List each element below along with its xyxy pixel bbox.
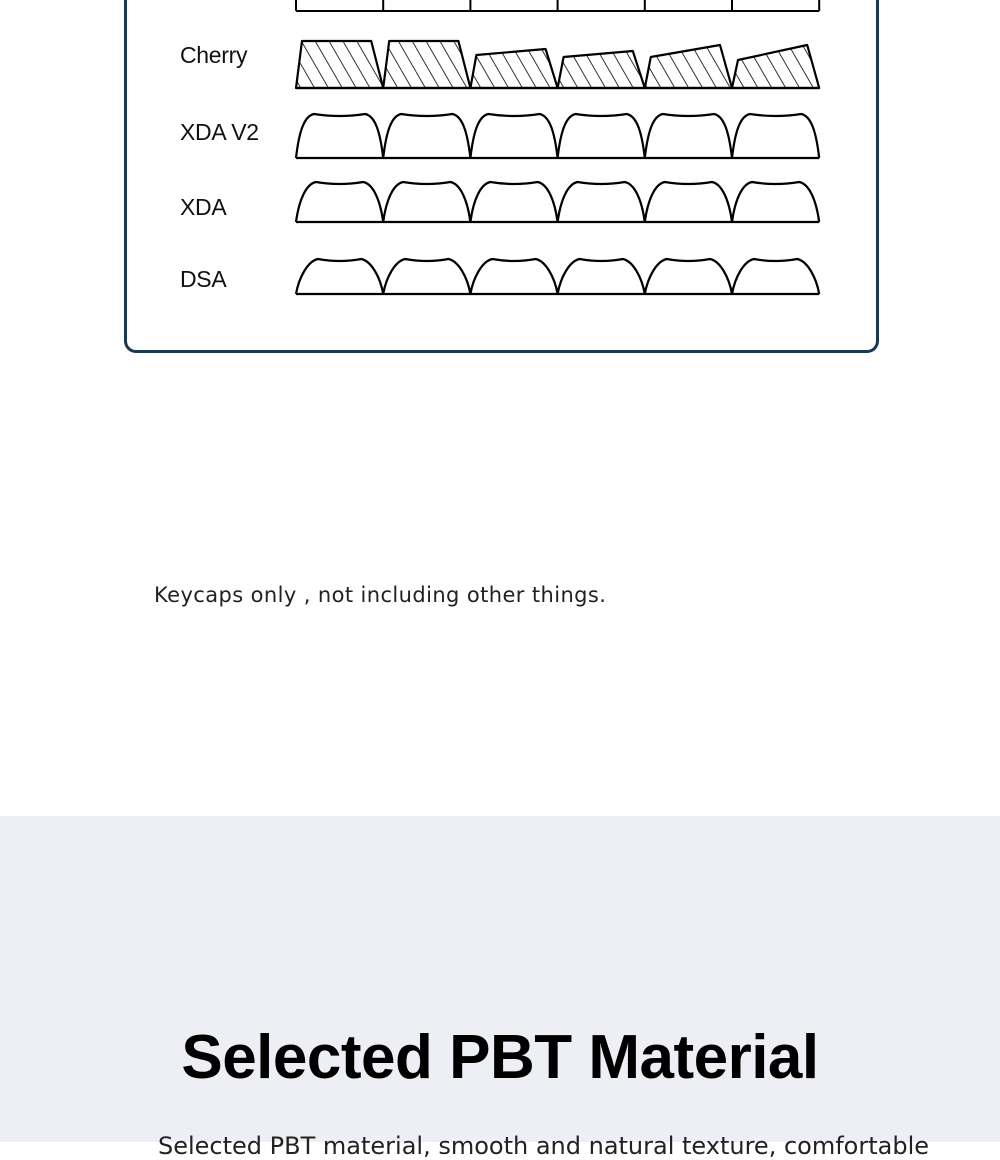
cherry-keycap <box>732 45 819 88</box>
material-heading: Selected PBT Material <box>181 1023 819 1092</box>
cherry-keycap <box>296 41 383 88</box>
keycap-row-top <box>296 0 819 11</box>
profile-label-xda: XDA <box>180 194 227 220</box>
keycap-row-xda-v2 <box>296 114 819 158</box>
keycap-row-xda <box>296 182 819 222</box>
xda-v2-keys <box>296 114 819 158</box>
cherry-keycap <box>558 51 645 88</box>
dsa-keys <box>296 259 819 294</box>
profile-label-dsa: DSA <box>180 266 227 292</box>
profile-label-cherry: Cherry <box>180 42 248 68</box>
keycap-row-cherry <box>296 41 819 88</box>
keycaps-only-note: Keycaps only , not including other things. <box>154 583 607 607</box>
xda-keys <box>296 182 819 222</box>
profile-label-xda-v2: XDA V2 <box>180 119 259 145</box>
material-description: Selected PBT material, smooth and natural texture, comfortable <box>158 1132 929 1160</box>
material-section <box>0 816 1000 1160</box>
keycap-row-dsa <box>296 259 819 294</box>
keycap-profile-diagram <box>0 0 1000 360</box>
cherry-keycap <box>645 45 732 88</box>
cherry-keycap <box>470 49 557 88</box>
cherry-keycap <box>383 41 470 88</box>
top-row-dividers <box>296 0 819 11</box>
